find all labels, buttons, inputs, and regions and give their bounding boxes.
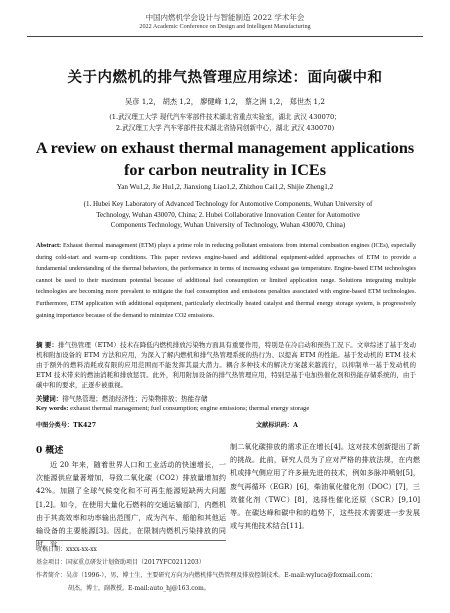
body-column-left: 近 20 年来，随着世界人口和工业活动的快速增长，一次能源供应量著增加，导致二氧化碳（CO2）排放量增加约 42%。加剧了全球气候变化和不可再生能源短缺两大问题[1,2]。如今，在使用大量化石燃料的交通运输部门，内燃机由于其高效率和功率输出范围广，成为汽车、船舶和其他运输设备的主要能源[3]。因此，在限制内燃机污染排放的同时，管 [36, 460, 226, 549]
running-header-cn: 中国内燃机学会设计与智能制造 2022 学术年会 [145, 13, 305, 22]
english-title-line-1: A review on exhaust thermal management applications [35, 139, 415, 157]
section-heading: 0 概述 [36, 446, 64, 456]
english-authors: Yan Wu1,2, Jie Hu1,2, Jianxiong Liao1,2, Zhizhou Cai1,2, Shijie Zheng1,2 [116, 183, 334, 191]
chinese-keywords-text: 排气热管理；燃油经济性；污染物排放；热能存储 [62, 395, 208, 403]
chinese-affiliation-2: 2.武汉理工大学 汽车零部件技术湖北省协同创新中心，湖北 武汉 430070) [115, 124, 335, 132]
footnote-author-1: 作者简介：吴彦（1996-），男，博士生，主要研究方向为内燃机排气热管理及排放控制技术。E-mail:wyluca@foxmail.com； [36, 572, 377, 579]
body-column-right: 制二氧化碳排放的需求正在增长[4]。这对技术创新提出了新的挑战。此前，研究人员为了应对严格的排放法规，在内燃机或排气侧应用了许多最先进的技术，例如多脉冲喷射[5]，废气再循环（EGR）[6]，柴油氧化催化剂（DOC）[7]，三效催化剂（TWC）[8]，选择性催化还原（SCR）[9,10]等。在碳达峰和碳中和的趋势下，这些技术需要进一步发展或与其他技术结合[11]。 [230, 442, 420, 531]
english-abstract [36, 240, 416, 321]
abstract-label: Abstract: [36, 242, 62, 249]
chinese-abstract-label: 摘 要： [36, 341, 59, 349]
document-code: 文献标识码：A [256, 422, 298, 429]
english-title-line-2: for carbon neutrality in ICEs [123, 161, 327, 179]
footnote-fund: 基金项目：国家重点研发计划资助项目（2017YFC0211203） [36, 559, 205, 566]
chinese-abstract-text: 排气热管理（ETM）技术在降低内燃机排放污染物方面具有重要作用，特别是在冷启动和预热工况下。文章综述了基于发动机和附加设备的 ETM 方法和应用，为深入了解内燃机和排气热管理系统的热行为、以提高 ETM 的性能。基于发动机的 ETM 技术由于额外的燃料消耗或有限的应用范围而不能发挥其最大潜力。耦合多种技术的解决方案越来越流行，以抑制单一基于发动机的 ETM 技术带来的燃油消耗和排放惩罚。此外，利用附加设备的排气热管理应用，特别是基于电加热催化剂和热能存储系统的，由于碳中和的要求，正逐步被重视。 [36, 341, 416, 389]
english-title [0, 137, 450, 181]
chinese-affiliation-1: (1.武汉理工大学 现代汽车零部件技术湖北省重点实验室，湖北 武汉 430070； [109, 113, 341, 121]
chinese-abstract [36, 340, 416, 390]
abstract-text: Exhaust thermal management (ETM) plays a prime role in reducing pollutant emissions from internal combustion engines (ICEs), especially during cold-start and warm-up conditions. This paper reviews engine-based and additional equipment-added approaches of ETM to provide a fundamental understanding of the thermal behaviors, the performance in terms of increasing exhaust gas temperature. Engine-based ETM technologies cannot be used to their maximum potential because of additional fuel consumption or limited application range. Solutions integrating multiple technologies are becoming more prevalent to mitigate the fuel consumption and emissions penalties associated with engine-based ETM technologies. Furthermore, ETM application with additional equipment, particularly electrically heated catalyst and thermal energy storage system, is progressively gaining importance because of the demand to minimize CO2 emissions. [36, 242, 416, 319]
chinese-keywords-label: 关键词： [36, 395, 63, 403]
header-rule [27, 36, 423, 37]
chinese-title: 关于内燃机的排气热管理应用综述：面向碳中和 [67, 69, 383, 86]
clc-number: 中图分类号：TK427 [36, 422, 97, 429]
english-keywords-text: exhaust thermal management; fuel consumption; engine emissions; thermal energy storage [70, 405, 310, 412]
footnote-rule [36, 540, 226, 541]
classification-line [36, 420, 416, 429]
english-keywords [36, 405, 416, 412]
footnote-received: 收稿日期：xxxx-xx-xx [36, 546, 97, 553]
english-keywords-label: Key words: [36, 405, 69, 412]
footnote-author-2: 胡杰，博士，副教授。E-mail:auto_hj@163.com。 [68, 585, 210, 592]
running-header-en: 2022 Academic Conference on Design and Intelligent Manufacturing [139, 23, 311, 30]
english-affiliation: (1. Hubei Key Laboratory of Advanced Technology for Automotive Components, Wuhan University of Technology, Wuhan 430070, China; 2. Hubei Collaborative Innovation Center for Automotive Components Technology, Wuhan University of Technology, Wuhan 430070, China) [83, 200, 373, 230]
chinese-keywords [36, 393, 416, 403]
chinese-authors: 吴彦 1,2， 胡杰 1,2， 廖健峰 1,2， 蔡之洲 1,2， 郑世杰 1,2 [125, 97, 325, 106]
